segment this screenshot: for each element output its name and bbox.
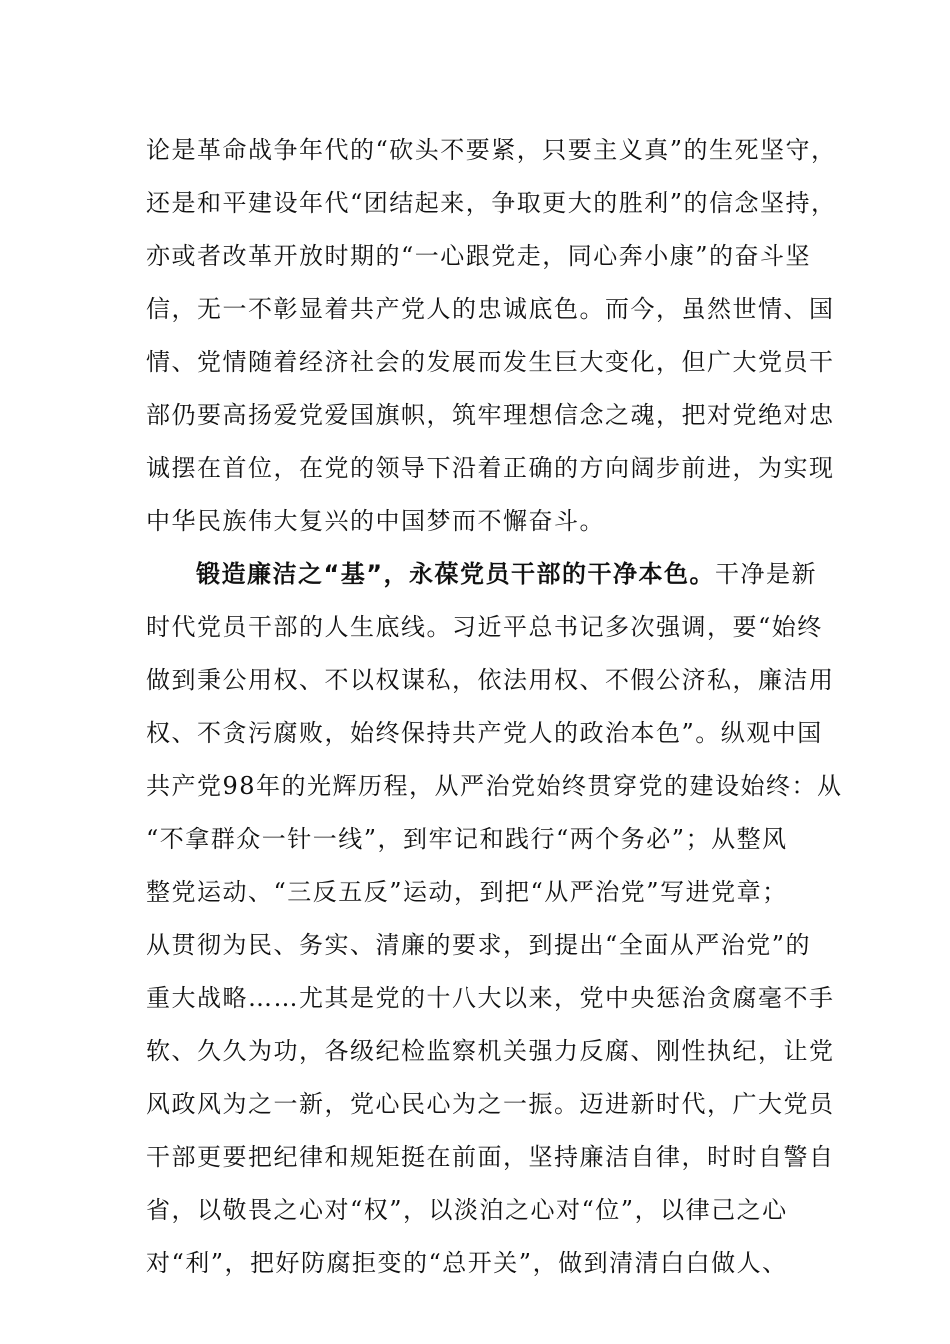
paragraph-line: 整党运动、“三反五反”运动，到把“从严治党”写进党章； xyxy=(146,878,788,906)
paragraph-line: 论是革命战争年代的“砍头不要紧，只要主义真”的生死坚守， xyxy=(146,136,837,164)
paragraph-line: 重大战略……尤其是党的十八大以来，党中央惩治贪腐毫不手 xyxy=(146,984,835,1012)
paragraph-line: 信，无一不彰显着共产党人的忠诚底色。而今，虽然世情、国 xyxy=(146,295,835,323)
paragraph-line: 时代党员干部的人生底线。习近平总书记多次强调，要“始终 xyxy=(146,613,823,641)
paragraph-line: 共产党98年的光辉历程，从严治党始终贯穿党的建设始终：从 xyxy=(146,772,843,800)
paragraph-line: 软、久久为功，各级纪检监察机关强力反腐、刚性执纪，让党 xyxy=(146,1037,835,1065)
paragraph-line: 权、不贪污腐败，始终保持共产党人的政治本色”。纵观中国 xyxy=(146,719,823,747)
paragraph-line: 诚摆在首位，在党的领导下沿着正确的方向阔步前进，为实现 xyxy=(146,454,835,482)
paragraph-line: 风政风为之一新，党心民心为之一振。迈进新时代，广大党员 xyxy=(146,1090,835,1118)
paragraph-heading: 锻造廉洁之“基”，永葆党员干部的干净本色。 xyxy=(196,560,716,588)
paragraph-line: 干部更要把纪律和规矩挺在前面，坚持廉洁自律，时时自警自 xyxy=(146,1143,835,1171)
paragraph-line: 从贯彻为民、务实、清廉的要求，到提出“全面从严治党”的 xyxy=(146,931,812,959)
paragraph-line: 情、党情随着经济社会的发展而发生巨大变化，但广大党员干 xyxy=(146,348,835,376)
paragraph-line: 做到秉公用权、不以权谋私，依法用权、不假公济私，廉洁用 xyxy=(146,666,835,694)
paragraph-line: 省，以敬畏之心对“权”，以淡泊之心对“位”，以律己之心 xyxy=(146,1196,788,1224)
paragraph-text: 干净是新 xyxy=(715,560,818,588)
paragraph-first-line xyxy=(196,556,817,592)
paragraph-line: 亦或者改革开放时期的“一心跟党走，同心奔小康”的奋斗坚 xyxy=(146,242,812,270)
paragraph-line: “不拿群众一针一线”，到牢记和践行“两个务必”；从整风 xyxy=(146,825,788,853)
paragraph-line: 中华民族伟大复兴的中国梦而不懈奋斗。 xyxy=(146,507,605,535)
paragraph-line: 部仍要高扬爱党爱国旗帜，筑牢理想信念之魂，把对党绝对忠 xyxy=(146,401,835,429)
paragraph-line: 还是和平建设年代“团结起来，争取更大的胜利”的信念坚持， xyxy=(146,189,837,217)
paragraph-line: 对“利”，把好防腐拒变的“总开关”，做到清清白白做人、 xyxy=(146,1249,788,1277)
